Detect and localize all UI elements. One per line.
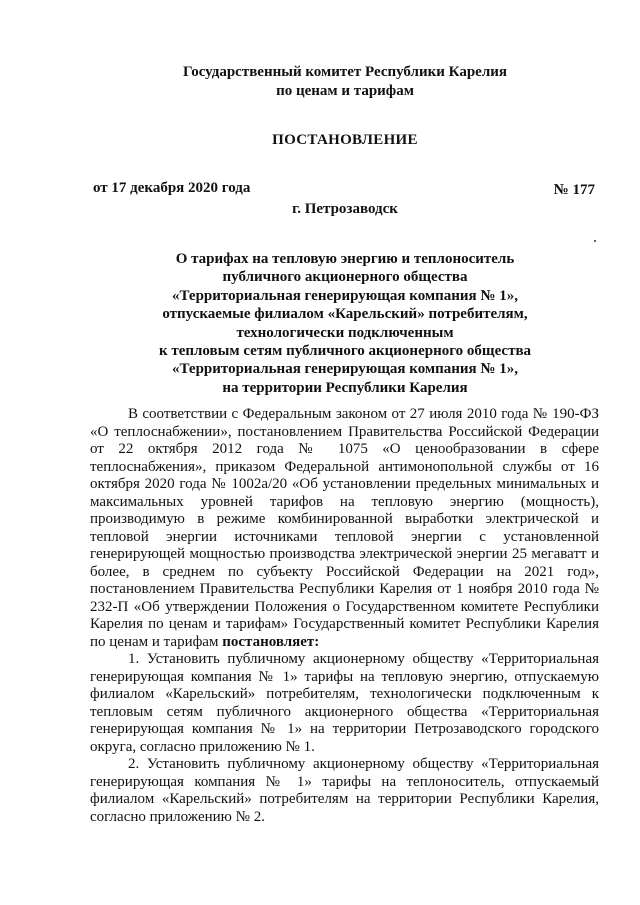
preamble-text: В соответствии с Федеральным законом от 27 июля 2010 года № 190-ФЗ «О теплоснабжении», постановлением Правительства Российской Федерации от 22 октября 2012 года № 1075 «О ценообразовании в сфере теплоснабжения», приказом Федеральной антимонопольной службы от 16 октября 2020 года № 1002а/20 «Об установлении предельных минимальных и максимальных уровней тарифов на тепловую энергию (мощность), производимую в режиме комбинированной выработки электрической и тепловой энергии источниками тепловой энергии с установленной генерирующей мощностью производства электрической энергии 25 мегаватт и более, в среднем по субъекту Российской Федерации на 2021 год», постановлением Правительства Республики Карелия от 1 ноября 2010 года № 232-П «Об утверждении Положения о Государственном комитете Республики Карелия по ценам и тарифам» Государственный комитет Республики Карелия по ценам и тарифам [90, 406, 599, 650]
document-title [90, 250, 600, 397]
authority-line-1: Государственный комитет Республики Карелия [183, 64, 507, 80]
document-body [90, 406, 599, 826]
authority-line-2: по ценам и тарифам [276, 83, 414, 99]
title-line: публичного акционерного общества [222, 269, 468, 286]
title-line: отпускаемые филиалом «Карельский» потребителям, [162, 306, 528, 323]
decree-item: 2. Установить публичному акционерному обществу «Территориальная генерирующая компания № 1» тарифы на теплоноситель, отпускаемый филиалом «Карельский» потребителям на территории Республики Карелия, согласно приложению № 2. [90, 756, 599, 825]
document-city: г. Петрозаводск [292, 201, 398, 217]
title-line: на территории Республики Карелия [222, 379, 468, 396]
title-line: «Территориальная генерирующая компания № 1», [172, 361, 518, 378]
decree-item: 1. Установить публичному акционерному обществу «Территориальная генерирующая компания № 1» тарифы на тепловую энергию, отпускаемую филиалом «Карельский» потребителям, технологически подключенным к тепловым сетям публичного акционерного общества «Территориальная генерирующая компания № 1» на территории Петрозаводского городского округа, согласно приложению № 1. [90, 651, 599, 755]
decree-word: постановляет: [222, 633, 320, 650]
document-type: ПОСТАНОВЛЕНИЕ [272, 132, 418, 148]
title-line: «Территориальная генерирующая компания № 1», [172, 287, 518, 304]
scan-speck [594, 240, 596, 242]
issuing-authority [90, 63, 600, 101]
title-line: к тепловым сетям публичного акционерного общества [158, 343, 532, 360]
title-line: О тарифах на тепловую энергию и теплоноситель [175, 251, 515, 267]
preamble-paragraph [90, 406, 599, 651]
title-line: технологически подключенным [236, 324, 454, 341]
document-number: № 177 [553, 182, 595, 198]
document-date: от 17 декабря 2020 года [93, 180, 251, 196]
